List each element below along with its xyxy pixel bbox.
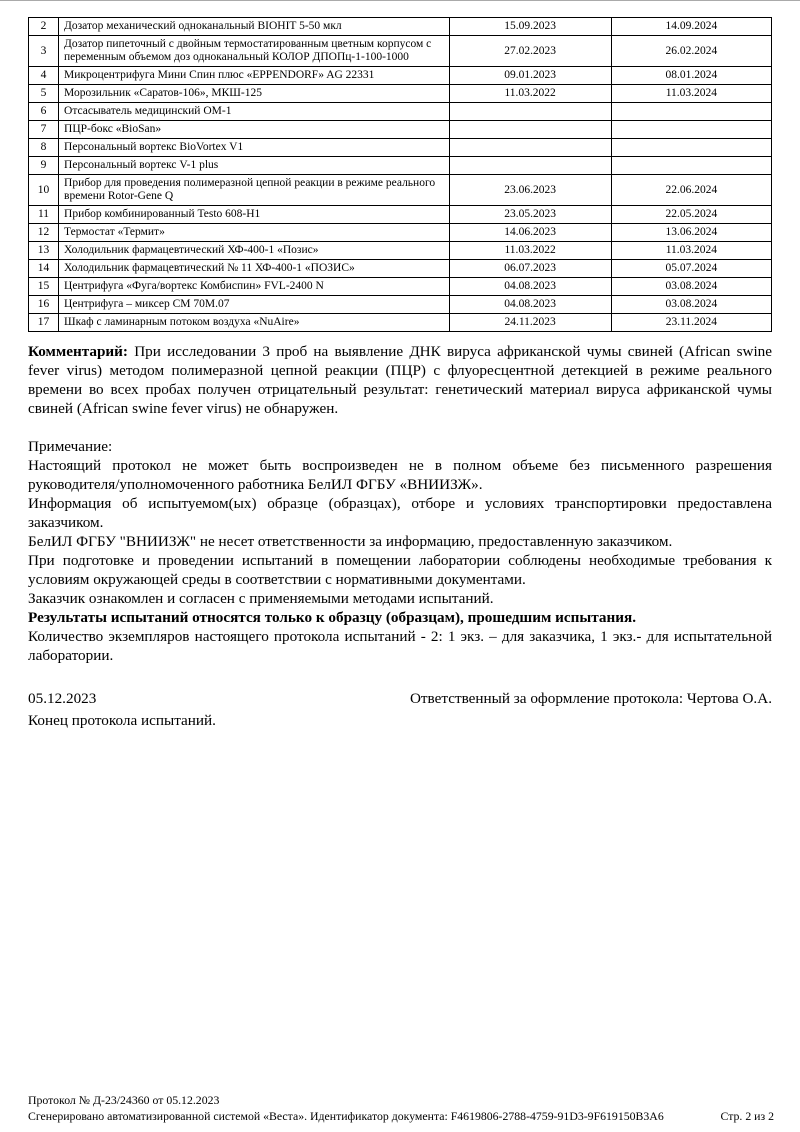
comment-text: При исследовании 3 проб на выявление ДНК вируса африканской чумы свиней (African swine fever virus) методом полимеразной цепной реакции (ПЦР) с флуоресцентной детекцией в режиме реального времени во всех пробах получен отрицательный результат: генетический материал вируса африканской чумы свиней (African swine fever virus) не обнаружен. xyxy=(28,343,773,417)
equipment-name-cell: ПЦР-бокс «BioSan» xyxy=(59,121,450,139)
next-date-cell: 22.06.2024 xyxy=(611,175,771,206)
row-number-cell: 6 xyxy=(29,103,59,121)
table-row xyxy=(29,157,772,175)
equipment-name-cell: Морозильник «Саратов-106», МКШ-125 xyxy=(59,85,450,103)
row-number-cell: 14 xyxy=(29,260,59,278)
table-row xyxy=(29,85,772,103)
next-date-cell: 13.06.2024 xyxy=(611,224,771,242)
calibration-date-cell: 23.05.2023 xyxy=(449,206,611,224)
row-number-cell: 15 xyxy=(29,278,59,296)
calibration-date-cell: 27.02.2023 xyxy=(449,36,611,67)
equipment-name-cell: Холодильник фармацевтический ХФ-400-1 «Позис» xyxy=(59,242,450,260)
equipment-name-cell: Центрифуга «Фуга/вортекс Комбиспин» FVL-2400 N xyxy=(59,278,450,296)
next-date-cell xyxy=(611,157,771,175)
next-date-cell: 11.03.2024 xyxy=(611,85,771,103)
equipment-name-cell: Центрифуга – миксер СМ 70М.07 xyxy=(59,296,450,314)
calibration-date-cell: 14.06.2023 xyxy=(449,224,611,242)
row-number-cell: 5 xyxy=(29,85,59,103)
table-row xyxy=(29,175,772,206)
note-line: Информация об испытуемом(ых) образце (образцах), отборе и условиях транспортировки предоставлена заказчиком. xyxy=(28,495,772,531)
row-number-cell: 11 xyxy=(29,206,59,224)
equipment-name-cell: Дозатор механический одноканальный BIOHIT 5-50 мкл xyxy=(59,18,450,36)
row-number-cell: 16 xyxy=(29,296,59,314)
row-number-cell: 10 xyxy=(29,175,59,206)
comment-paragraph xyxy=(28,342,772,418)
table-row xyxy=(29,18,772,36)
calibration-date-cell: 04.08.2023 xyxy=(449,296,611,314)
calibration-date-cell xyxy=(449,139,611,157)
end-of-protocol-line: Конец протокола испытаний. xyxy=(28,712,216,729)
equipment-table xyxy=(28,17,772,332)
table-row xyxy=(29,224,772,242)
next-date-cell: 03.08.2024 xyxy=(611,278,771,296)
calibration-date-cell xyxy=(449,157,611,175)
equipment-name-cell: Отсасыватель медицинский ОМ-1 xyxy=(59,103,450,121)
next-date-cell xyxy=(611,139,771,157)
table-row xyxy=(29,296,772,314)
note-line: Заказчик ознакомлен и согласен с применяемыми методами испытаний. xyxy=(28,590,494,607)
table-row xyxy=(29,260,772,278)
equipment-name-cell: Прибор комбинированный Testo 608-H1 xyxy=(59,206,450,224)
page-top-divider xyxy=(0,0,800,1)
table-row xyxy=(29,103,772,121)
calibration-date-cell: 15.09.2023 xyxy=(449,18,611,36)
calibration-date-cell: 11.03.2022 xyxy=(449,242,611,260)
next-date-cell: 05.07.2024 xyxy=(611,260,771,278)
row-number-cell: 8 xyxy=(29,139,59,157)
protocol-date: 05.12.2023 xyxy=(28,690,97,707)
comment-label: Комментарий: xyxy=(28,343,128,360)
next-date-cell: 22.05.2024 xyxy=(611,206,771,224)
next-date-cell xyxy=(611,103,771,121)
row-number-cell: 13 xyxy=(29,242,59,260)
calibration-date-cell: 24.11.2023 xyxy=(449,314,611,332)
calibration-date-cell xyxy=(449,103,611,121)
next-date-cell: 08.01.2024 xyxy=(611,67,771,85)
equipment-name-cell: Микроцентрифуга Мини Спин плюс «EPPENDORF» AG 22331 xyxy=(59,67,450,85)
table-row xyxy=(29,206,772,224)
notes-list xyxy=(28,456,772,665)
calibration-date-cell: 04.08.2023 xyxy=(449,278,611,296)
next-date-cell xyxy=(611,121,771,139)
footer-generated-line: Сгенерировано автоматизированной системой «Веста». Идентификатор документа: F4619806-2788-4759-91D3-9F619150B3A6 xyxy=(28,1109,664,1123)
row-number-cell: 2 xyxy=(29,18,59,36)
equipment-name-cell: Термостат «Термит» xyxy=(59,224,450,242)
note-line: При подготовке и проведении испытаний в помещении лаборатории соблюдены необходимые требования к условиям окружающей среды в соответствии с нормативными документами. xyxy=(28,552,772,588)
row-number-cell: 9 xyxy=(29,157,59,175)
row-number-cell: 17 xyxy=(29,314,59,332)
next-date-cell: 11.03.2024 xyxy=(611,242,771,260)
note-line: Настоящий протокол не может быть воспроизведен не в полном объеме без письменного разрешения руководителя/уполномоченного работника БелИЛ ФГБУ «ВНИИЗЖ». xyxy=(28,457,772,493)
table-row xyxy=(29,242,772,260)
calibration-date-cell: 06.07.2023 xyxy=(449,260,611,278)
note-line: БелИЛ ФГБУ "ВНИИЗЖ" не несет ответственности за информацию, предоставленную заказчиком. xyxy=(28,533,673,550)
comment-section xyxy=(28,342,772,665)
row-number-cell: 12 xyxy=(29,224,59,242)
calibration-date-cell xyxy=(449,121,611,139)
table-row xyxy=(29,36,772,67)
table-row xyxy=(29,67,772,85)
note-line: Количество экземпляров настоящего протокола испытаний - 2: 1 экз. – для заказчика, 1 экз.- для испытательной лаборатории. xyxy=(28,628,772,664)
page-footer xyxy=(28,1092,774,1124)
notes-label: Примечание: xyxy=(28,438,113,455)
calibration-date-cell: 09.01.2023 xyxy=(449,67,611,85)
table-row xyxy=(29,121,772,139)
next-date-cell: 03.08.2024 xyxy=(611,296,771,314)
row-number-cell: 7 xyxy=(29,121,59,139)
signature-row xyxy=(28,689,772,708)
equipment-name-cell: Дозатор пипеточный с двойным термостатированным цветным корпусом с переменным объемом доз одноканальный КОЛОР ДПОПц-1-100-1000 xyxy=(59,36,450,67)
notes-section xyxy=(28,437,772,665)
equipment-name-cell: Шкаф с ламинарным потоком воздуха «NuAire» xyxy=(59,314,450,332)
row-number-cell: 3 xyxy=(29,36,59,67)
next-date-cell: 14.09.2024 xyxy=(611,18,771,36)
calibration-date-cell: 23.06.2023 xyxy=(449,175,611,206)
equipment-name-cell: Прибор для проведения полимеразной цепной реакции в режиме реального времени Rotor-Gene Q xyxy=(59,175,450,206)
equipment-name-cell: Холодильник фармацевтический № 11 ХФ-400-1 «ПОЗИС» xyxy=(59,260,450,278)
footer-page-number: Стр. 2 из 2 xyxy=(720,1109,774,1123)
table-row xyxy=(29,278,772,296)
next-date-cell: 23.11.2024 xyxy=(611,314,771,332)
row-number-cell: 4 xyxy=(29,67,59,85)
next-date-cell: 26.02.2024 xyxy=(611,36,771,67)
note-line: Результаты испытаний относятся только к образцу (образцам), прошедшим испытания. xyxy=(28,609,636,626)
equipment-name-cell: Персональный вортекс V-1 plus xyxy=(59,157,450,175)
calibration-date-cell: 11.03.2022 xyxy=(449,85,611,103)
footer-protocol-number: Протокол № Д-23/24360 от 05.12.2023 xyxy=(28,1093,220,1107)
table-row xyxy=(29,314,772,332)
table-row xyxy=(29,139,772,157)
responsible-person: Ответственный за оформление протокола: Чертова О.А. xyxy=(409,690,772,707)
equipment-name-cell: Персональный вортекс BioVortex V1 xyxy=(59,139,450,157)
